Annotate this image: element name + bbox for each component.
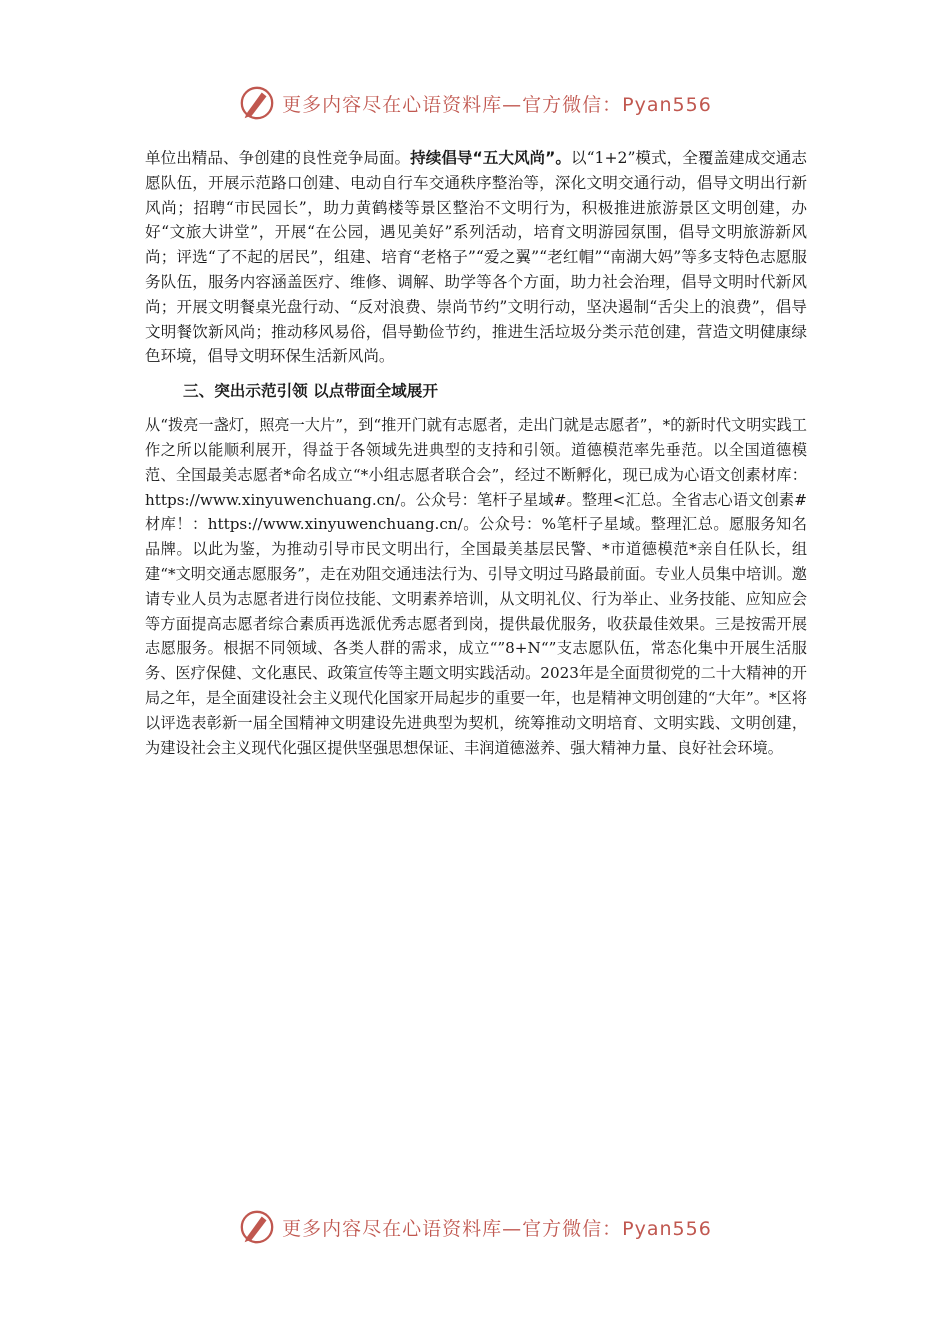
header-banner-text: 更多内容尽在心语资料库—官方微信：Pyan556: [282, 93, 712, 116]
paragraph1-rest: 以“1+2”模式，全覆盖建成交通志愿队伍，开展示范路口创建、电动自行车交通秩序整治等，深化文明交通行动，倡导文明出行新风尚；招聘“市民园长”，助力黄鹤楼等景区整治不文明行为，积极推进旅游景区文明创建，办好“文旅大讲堂”，开展“在公园，遇见美好”系列活动，培育文明游园氛围，倡导文明旅游新风尚；评选“了不起的居民”，组建、培育“老格子”“爱之翼”“老红帽”“南湖大妈”等多支特色志愿服务队伍，服务内容涵盖医疗、维修、调解、助学等各个方面，助力社会治理，倡导文明时代新风尚；开展文明餐桌光盘行动、“反对浪费、崇尚节约”文明行动，坚决遏制“舌尖上的浪费”，倡导文明餐饮新风尚；推动移风易俗，倡导勤俭节约，推进生活垃圾分类示范创建，营造文明健康绿色环境，倡导文明环保生活新风尚。: [145, 149, 807, 366]
pen-circle-logo-icon: [238, 1208, 276, 1246]
paragraph-wind-customs: [145, 146, 807, 369]
pen-circle-logo-icon: [238, 84, 276, 122]
paragraph1-lead: 单位出精品、争创建的良性竞争局面。: [145, 149, 411, 167]
document-body: [145, 146, 807, 760]
section-heading-3: 三、突出示范引领 以点带面全域展开: [183, 382, 438, 401]
footer-banner: [0, 1208, 950, 1246]
header-banner: [0, 84, 950, 122]
paragraph-demonstration: 从“拨亮一盏灯，照亮一大片”，到“推开门就有志愿者，走出门就是志愿者”，*的新时代文明实践工作之所以能顺利展开，得益于各领域先进典型的支持和引领。道德模范率先垂范。以全国道德模范、全国最美志愿者*命名成立“*小组志愿者联合会”，经过不断孵化，现已成为心语文创素材库：https://www.xinyuwenchuang.cn/。公众号：笔杆子星域#。整理<汇总。全省志心语文创素#材库！：https://www.xinyuwenchuang.cn/。公众号：%笔杆子星域。整理汇总。愿服务知名品牌。以此为鉴，为推动引导市民文明出行，全国最美基层民警、*市道德模范*亲自任队长，组建“*文明交通志愿服务”，走在劝阻交通违法行为、引导文明过马路最前面。专业人员集中培训。邀请专业人员为志愿者进行岗位技能、文明素养培训，从文明礼仪、行为举止、业务技能、应知应会等方面提高志愿者综合素质再选派优秀志愿者到岗，提供最优服务，收获最佳效果。三是按需开展志愿服务。根据不同领域、各类人群的需求，成立“”8+N“”支志愿队伍，常态化集中开展生活服务、医疗保健、文化惠民、政策宣传等主题文明实践活动。2023年是全面贯彻党的二十大精神的开局之年，是全面建设社会主义现代化国家开局起步的重要一年，也是精神文明创建的“大年”。*区将以评选表彰新一届全国精神文明建设先进典型为契机，统筹推动文明培育、文明实践、文明创建，为建设社会主义现代化强区提供坚强思想保证、丰润道德滋养、强大精神力量、良好社会环境。: [145, 416, 807, 757]
paragraph1-bold-phrase: 持续倡导“五大风尚”。: [410, 149, 571, 167]
footer-banner-text: 更多内容尽在心语资料库—官方微信：Pyan556: [282, 1217, 712, 1240]
